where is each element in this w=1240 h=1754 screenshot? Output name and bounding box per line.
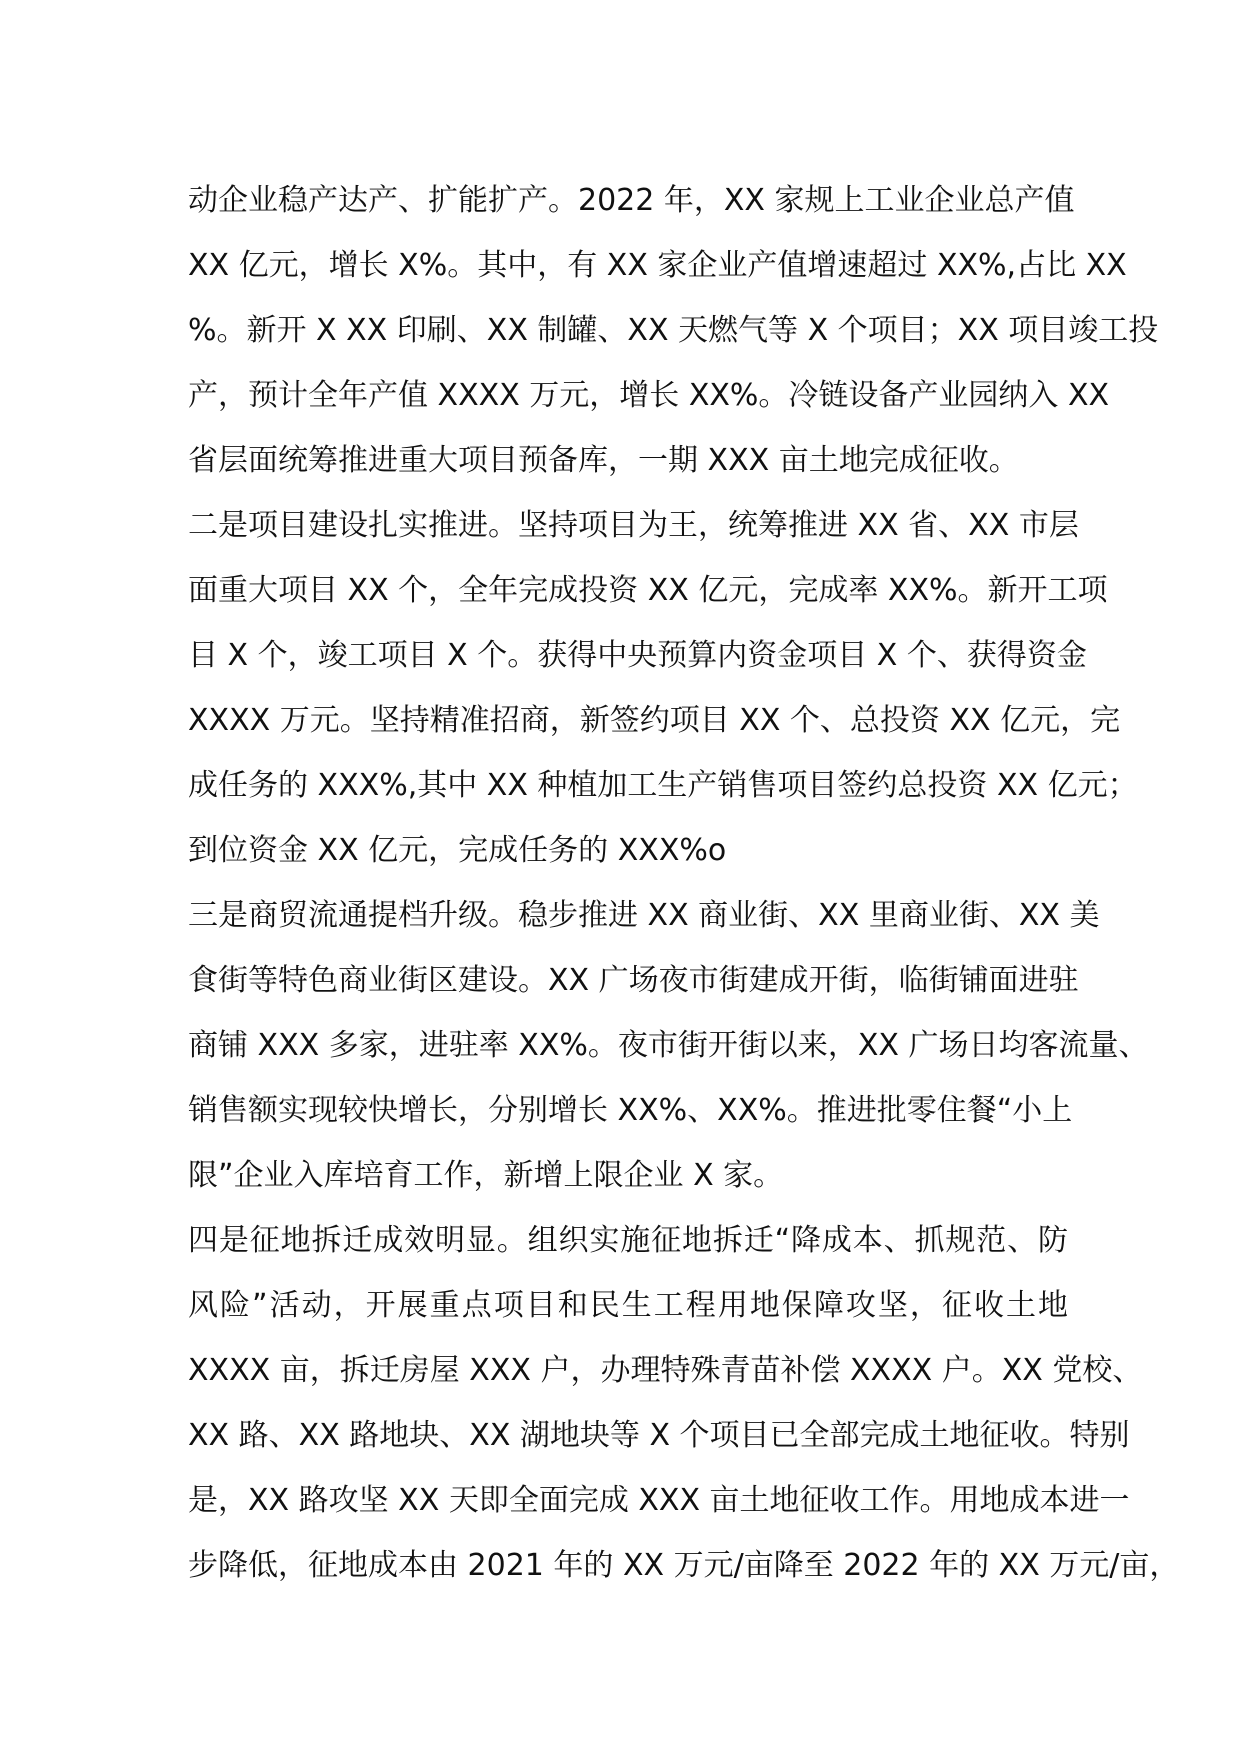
text-line: XX 亿元，增长 X%。其中，有 XX 家企业产值增速超过 XX%,占比 XX [188, 248, 1127, 283]
text-line: 销售额实现较快增长，分别增长 XX%、XX%。推进批零住餐“小上 [188, 1093, 1073, 1128]
text-line: XX 路、XX 路地块、XX 湖地块等 X 个项目已全部完成土地征收。特别 [188, 1418, 1130, 1453]
paragraph-heading-line: 三是商贸流通提档升级。稳步推进 XX 商业街、XX 里商业街、XX 美 [188, 898, 1100, 933]
text-line: XXXX 万元。坚持精准招商，新签约项目 XX 个、总投资 XX 亿元，完 [188, 703, 1121, 738]
text-line: 省层面统筹推进重大项目预备库，一期 XXX 亩土地完成征收。 [188, 443, 1019, 478]
text-line: 到位资金 XX 亿元，完成任务的 XXX%o [188, 833, 727, 868]
text-line: 产，预计全年产值 XXXX 万元，增长 XX%。冷链设备产业园纳入 XX [188, 378, 1110, 413]
text-line: 是，XX 路攻坚 XX 天即全面完成 XXX 亩土地征收工作。用地成本进一 [188, 1483, 1130, 1518]
text-line: 目 X 个，竣工项目 X 个。获得中央预算内资金项目 X 个、获得资金 [188, 638, 1087, 673]
text-line: 商铺 XXX 多家，进驻率 XX%。夜市街开街以来，XX 广场日均客流量、 [188, 1028, 1149, 1063]
text-line: 动企业稳产达产、扩能扩产。2022 年，XX 家规上工业企业总产值 [188, 183, 1075, 218]
text-line: 步降低，征地成本由 2021 年的 XX 万元/亩降至 2022 年的 XX 万元/亩， [188, 1548, 1180, 1583]
text-line: %。新开 X XX 印刷、XX 制罐、XX 天燃气等 X 个项目；XX 项目竣工投 [188, 313, 1159, 348]
text-line: XXXX 亩，拆迁房屋 XXX 户，办理特殊青苗补偿 XXXX 户。XX 党校、 [188, 1353, 1143, 1388]
text-line: 限”企业入库培育工作，新增上限企业 X 家。 [188, 1158, 784, 1193]
paragraph-heading-line: 四是征地拆迁成效明显。组织实施征地拆迁“降成本、抓规范、防 [188, 1223, 1068, 1258]
text-line: 面重大项目 XX 个，全年完成投资 XX 亿元，完成率 XX%。新开工项 [188, 573, 1108, 608]
text-line: 风险”活动，开展重点项目和民生工程用地保障攻坚，征收土地 [188, 1288, 1068, 1323]
text-line: 成任务的 XXX%,其中 XX 种植加工生产销售项目签约总投资 XX 亿元； [188, 768, 1138, 803]
paragraph-heading-line: 二是项目建设扎实推进。坚持项目为王，统筹推进 XX 省、XX 市层 [188, 508, 1079, 543]
document-body [188, 168, 1180, 1598]
text-line: 食街等特色商业街区建设。XX 广场夜市街建成开街，临街铺面进驻 [188, 963, 1079, 998]
